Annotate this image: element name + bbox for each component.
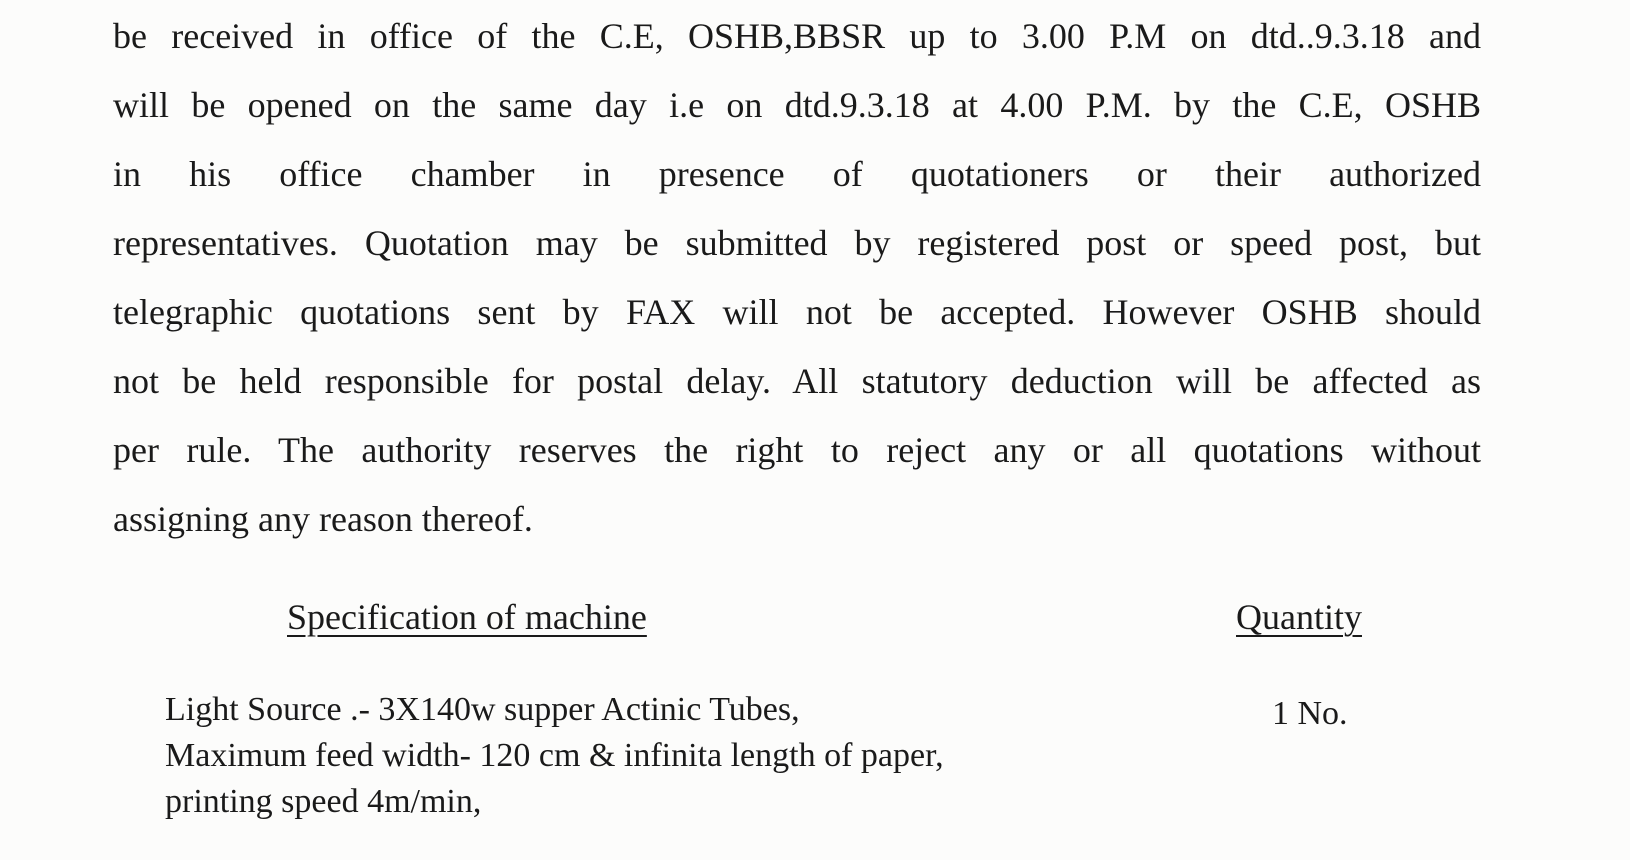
paragraph-line-4: representatives. Quotation may be submitted by registered post or speed post, but	[113, 223, 1481, 263]
spec-line-3: printing speed 4m/min,	[165, 783, 482, 820]
paragraph-line-2: will be opened on the same day i.e on dtd.9.3.18 at 4.00 P.M. by the C.E, OSHB	[113, 85, 1481, 125]
paragraph-line-7: per rule. The authority reserves the right to reject any or all quotations without	[113, 430, 1481, 470]
paragraph-line-5: telegraphic quotations sent by FAX will not be accepted. However OSHB should	[113, 292, 1481, 332]
paragraph-line-3: in his office chamber in presence of quotationers or their authorized	[113, 154, 1481, 194]
spec-heading: Specification of machine	[287, 597, 647, 637]
spec-line-2: Maximum feed width- 120 cm & infinita length of paper,	[165, 737, 944, 774]
paragraph-line-1: be received in office of the C.E, OSHB,BBSR up to 3.00 P.M on dtd..9.3.18 and	[113, 16, 1481, 56]
spec-line-1: Light Source .- 3X140w supper Actinic Tubes,	[165, 691, 800, 728]
paragraph-line-6: not be held responsible for postal delay. All statutory deduction will be affected as	[113, 361, 1481, 401]
paragraph-line-8: assigning any reason thereof.	[113, 499, 533, 539]
quantity-heading: Quantity	[1236, 597, 1362, 637]
quantity-value: 1 No.	[1272, 695, 1348, 732]
